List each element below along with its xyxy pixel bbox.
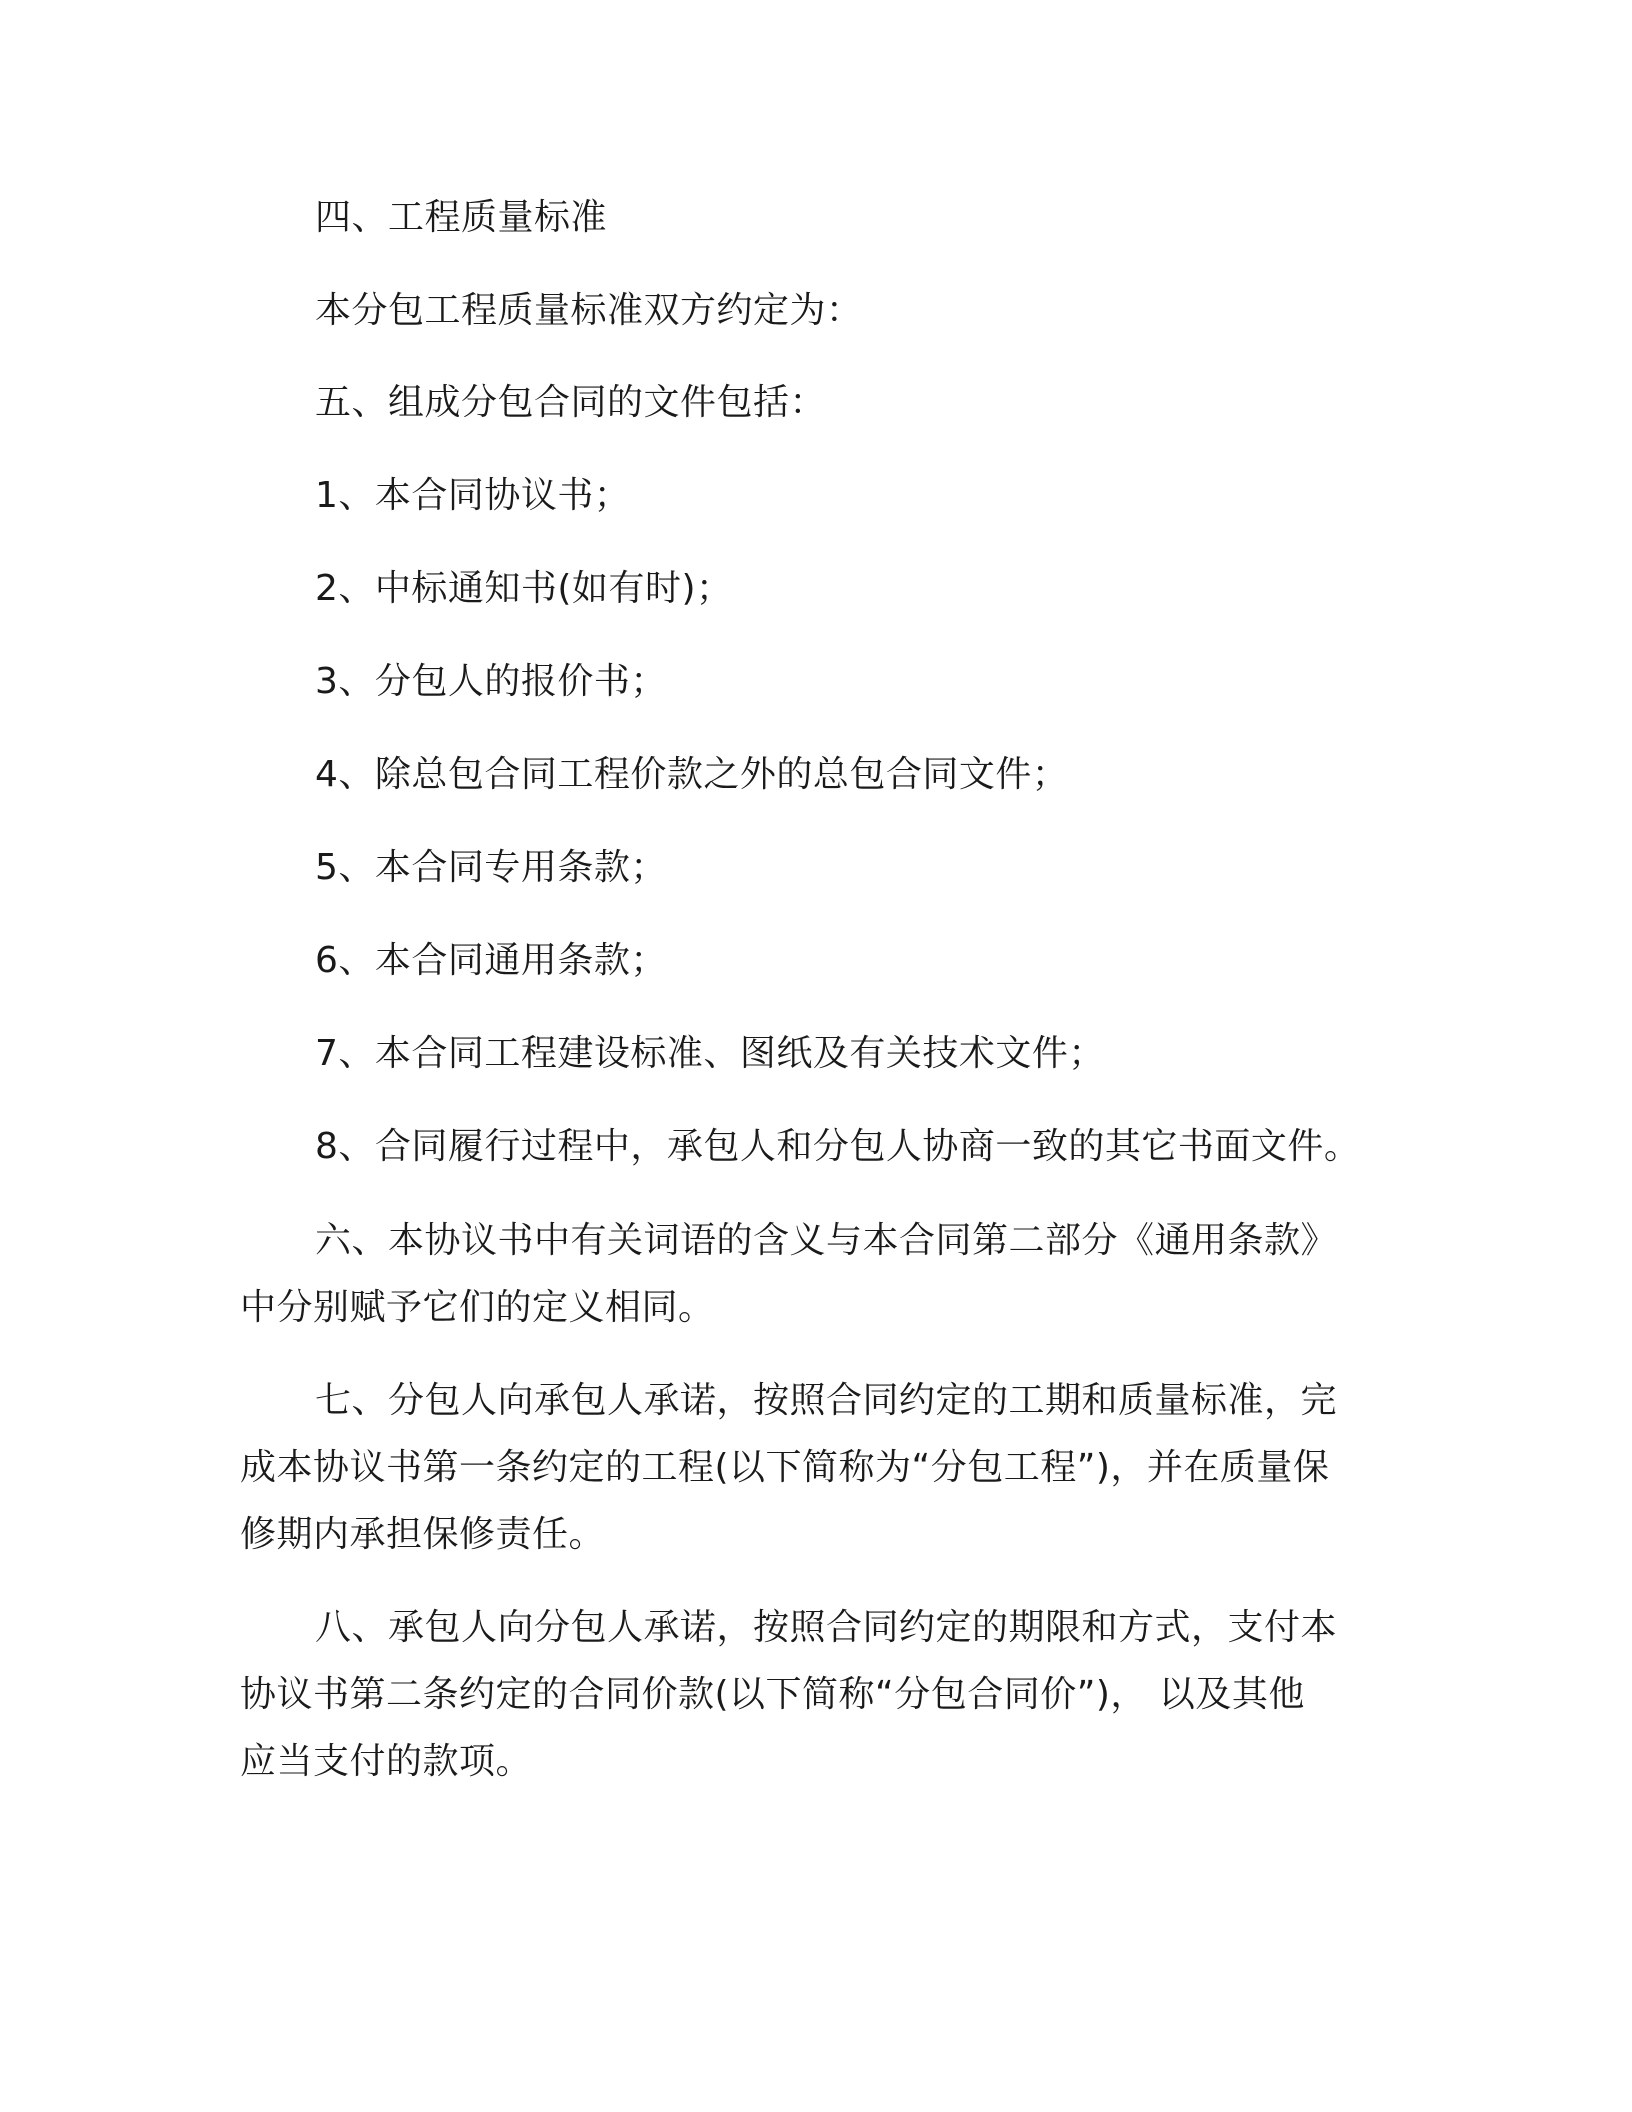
section-4-heading: 四、工程质量标准 bbox=[315, 197, 608, 238]
section-8-line-1: 八、承包人向分包人承诺，按照合同约定的期限和方式，支付本 bbox=[315, 1607, 1338, 1648]
section-6-line-1: 六、本协议书中有关词语的含义与本合同第二部分《通用条款》 bbox=[315, 1220, 1338, 1261]
section-7-line-3: 修期内承担保修责任。 bbox=[240, 1514, 606, 1555]
section-5-heading: 五、组成分包合同的文件包括： bbox=[315, 382, 827, 423]
list-item-1: 1、本合同协议书； bbox=[315, 475, 631, 516]
list-item-8: 8、合同履行过程中，承包人和分包人协商一致的其它书面文件。 bbox=[315, 1126, 1361, 1167]
list-item-3: 3、分包人的报价书； bbox=[315, 661, 667, 702]
list-item-7: 7、本合同工程建设标准、图纸及有关技术文件； bbox=[315, 1033, 1105, 1074]
list-item-4: 4、除总包合同工程价款之外的总包合同文件； bbox=[315, 754, 1069, 795]
section-7-line-1: 七、分包人向承包人承诺，按照合同约定的工期和质量标准，完 bbox=[315, 1380, 1338, 1421]
list-item-5: 5、本合同专用条款； bbox=[315, 847, 667, 888]
section-4-text: 本分包工程质量标准双方约定为： bbox=[315, 290, 863, 331]
section-6-line-2: 中分别赋予它们的定义相同。 bbox=[240, 1287, 715, 1328]
list-item-6: 6、本合同通用条款； bbox=[315, 940, 667, 981]
list-item-2: 2、中标通知书(如有时)； bbox=[315, 568, 733, 609]
section-8-line-3: 应当支付的款项。 bbox=[240, 1741, 533, 1782]
section-7-line-2: 成本协议书第一条约定的工程(以下简称为“分包工程”)，并在质量保 bbox=[240, 1447, 1330, 1488]
section-8-line-2: 协议书第二条约定的合同价款(以下简称“分包合同价”)， 以及其他 bbox=[240, 1674, 1305, 1715]
